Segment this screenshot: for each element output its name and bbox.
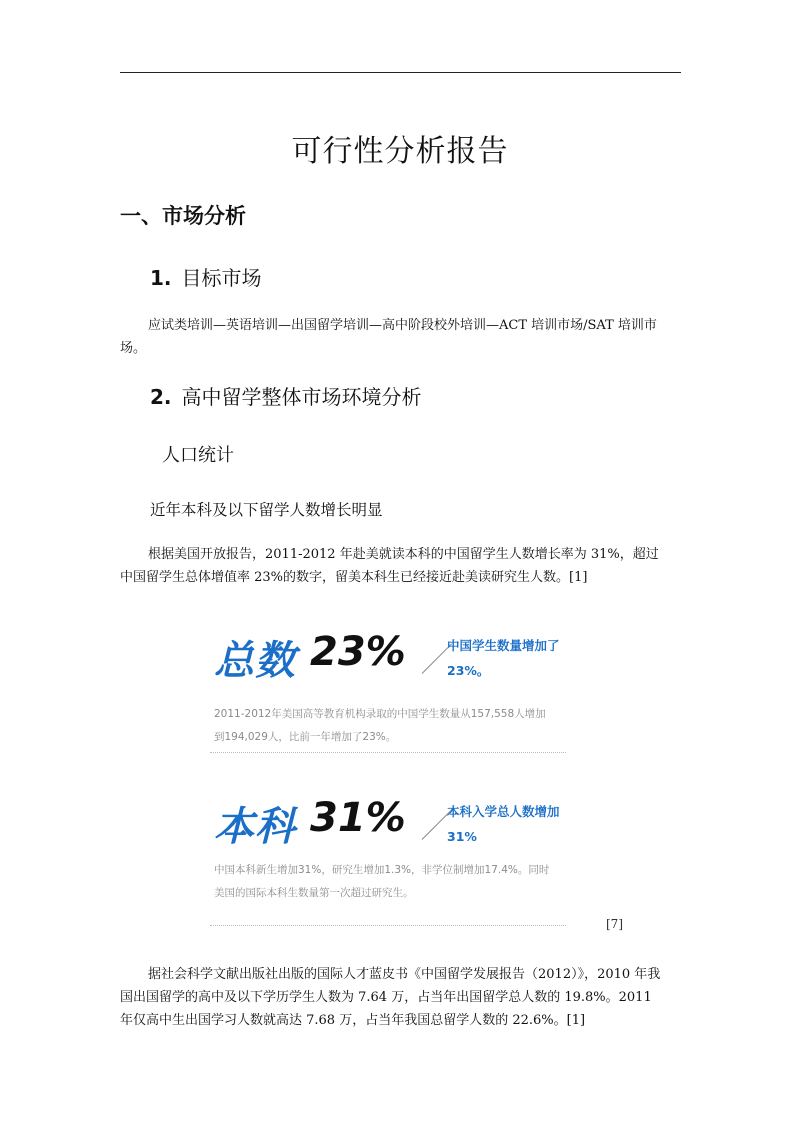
document-title: 可行性分析报告: [291, 134, 509, 169]
stat-undergrad-description: 中国本科新生增加31%，研究生增加1.3%，非学位制增加17.4%。同时美国的国际本科生数量第一次超过研究生。: [214, 864, 550, 899]
stat-total-percent: 23%: [310, 629, 406, 675]
subsection-title: 目标市场: [181, 266, 262, 290]
heading-population-statistics: 人口统计: [162, 445, 234, 466]
dotted-divider: [210, 925, 566, 926]
stat-total-block: [210, 629, 570, 769]
stat-total-description: 2011-2012年美国高等教育机构录取的中国学生数量从157,558人增加到194,029人，比前一年增加了23%。: [214, 708, 546, 743]
heading-undergrad-growth: 近年本科及以下留学人数增长明显: [150, 501, 383, 519]
subsection-number: 2.: [150, 385, 172, 409]
target-market-paragraph: 应试类培训—英语培训—出国留学培训—高中阶段校外培训—ACT 培训市场/SAT 培训市场。: [120, 318, 657, 356]
blue-book-paragraph: 据社会科学文献出版社出版的国际人才蓝皮书《中国留学发展报告（2012）》，2010 年我国出国留学的高中及以下学历学生人数为 7.64 万，占当年出国留学总人数的 19.8%。2011 年仅高中生出国学习人数就高达 7.68 万，占当年我国总留学人数的 22.6%。[1]: [120, 967, 661, 1028]
stat-total-caption: 中国学生数量增加了23%。: [447, 638, 560, 678]
stat-undergrad-label: 本科: [214, 804, 296, 850]
stat-undergrad-caption: 本科入学总人数增加31%: [447, 804, 560, 844]
section-heading-market-analysis: 一、市场分析: [120, 204, 246, 228]
stat-total-label: 总数: [214, 638, 296, 684]
open-doors-paragraph: 根据美国开放报告，2011-2012 年赴美就读本科的中国留学生人数增长率为 31%，超过中国留学生总体增值率 23%的数字，留美本科生已经接近赴美读研究生人数。[1]: [120, 547, 659, 585]
statistics-figure: [210, 615, 630, 935]
stat-undergrad-percent: 31%: [310, 795, 406, 841]
subsection-number: 1.: [150, 266, 172, 290]
subsection-title: 高中留学整体市场环境分析: [181, 385, 422, 409]
header-rule: [120, 72, 681, 73]
subsection-heading-target-market: [150, 262, 262, 291]
subsection-heading-market-environment: [150, 381, 422, 410]
stat-undergrad-block: [210, 795, 570, 935]
dotted-divider: [210, 752, 566, 753]
figure-reference: [7]: [606, 917, 623, 931]
